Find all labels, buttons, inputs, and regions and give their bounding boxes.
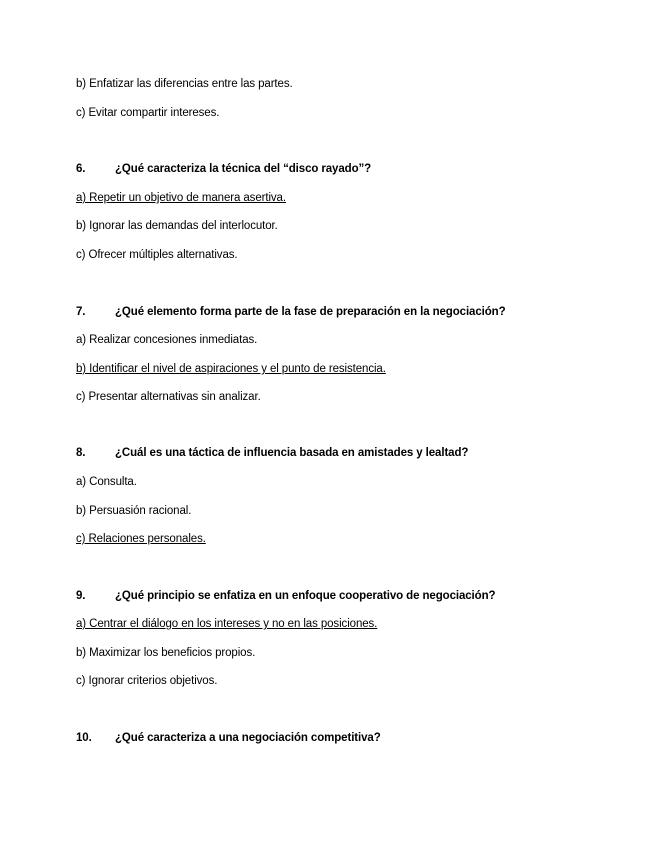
question-text: ¿Qué principio se enfatiza en un enfoque cooperativo de negociación? (115, 590, 496, 602)
option-b: b) Maximizar los beneficios propios. (76, 647, 256, 659)
question-text: ¿Qué caracteriza la técnica del “disco rayado”? (115, 163, 372, 175)
question-6 (76, 162, 371, 176)
question-text: ¿Qué caracteriza a una negociación competitiva? (115, 732, 381, 744)
question-number: 7. (76, 306, 86, 318)
question-text: ¿Cuál es una táctica de influencia basada en amistades y lealtad? (115, 447, 469, 459)
question-7 (76, 305, 506, 319)
option-c: c) Ignorar criterios objetivos. (76, 675, 218, 687)
option-b: b) Ignorar las demandas del interlocutor. (76, 220, 278, 232)
option-b: b) Identificar el nivel de aspiraciones y el punto de resistencia. (76, 363, 386, 375)
option-c-prev: c) Evitar compartir intereses. (76, 107, 220, 119)
question-8 (76, 446, 468, 460)
option-c: c) Presentar alternativas sin analizar. (76, 391, 261, 403)
option-a: a) Repetir un objetivo de manera asertiva. (76, 192, 286, 204)
option-a: a) Centrar el diálogo en los intereses y no en las posiciones. (76, 618, 378, 630)
option-a: a) Consulta. (76, 476, 137, 488)
question-9 (76, 589, 495, 603)
option-a: a) Realizar concesiones inmediatas. (76, 334, 258, 346)
question-number: 10. (76, 732, 92, 744)
question-10 (76, 731, 381, 745)
question-number: 6. (76, 163, 86, 175)
option-b: b) Persuasión racional. (76, 505, 192, 517)
option-c: c) Relaciones personales. (76, 533, 206, 545)
question-text: ¿Qué elemento forma parte de la fase de preparación en la negociación? (115, 306, 506, 318)
question-number: 8. (76, 447, 86, 459)
option-b-prev: b) Enfatizar las diferencias entre las partes. (76, 78, 293, 90)
question-number: 9. (76, 590, 86, 602)
option-c: c) Ofrecer múltiples alternativas. (76, 249, 238, 261)
